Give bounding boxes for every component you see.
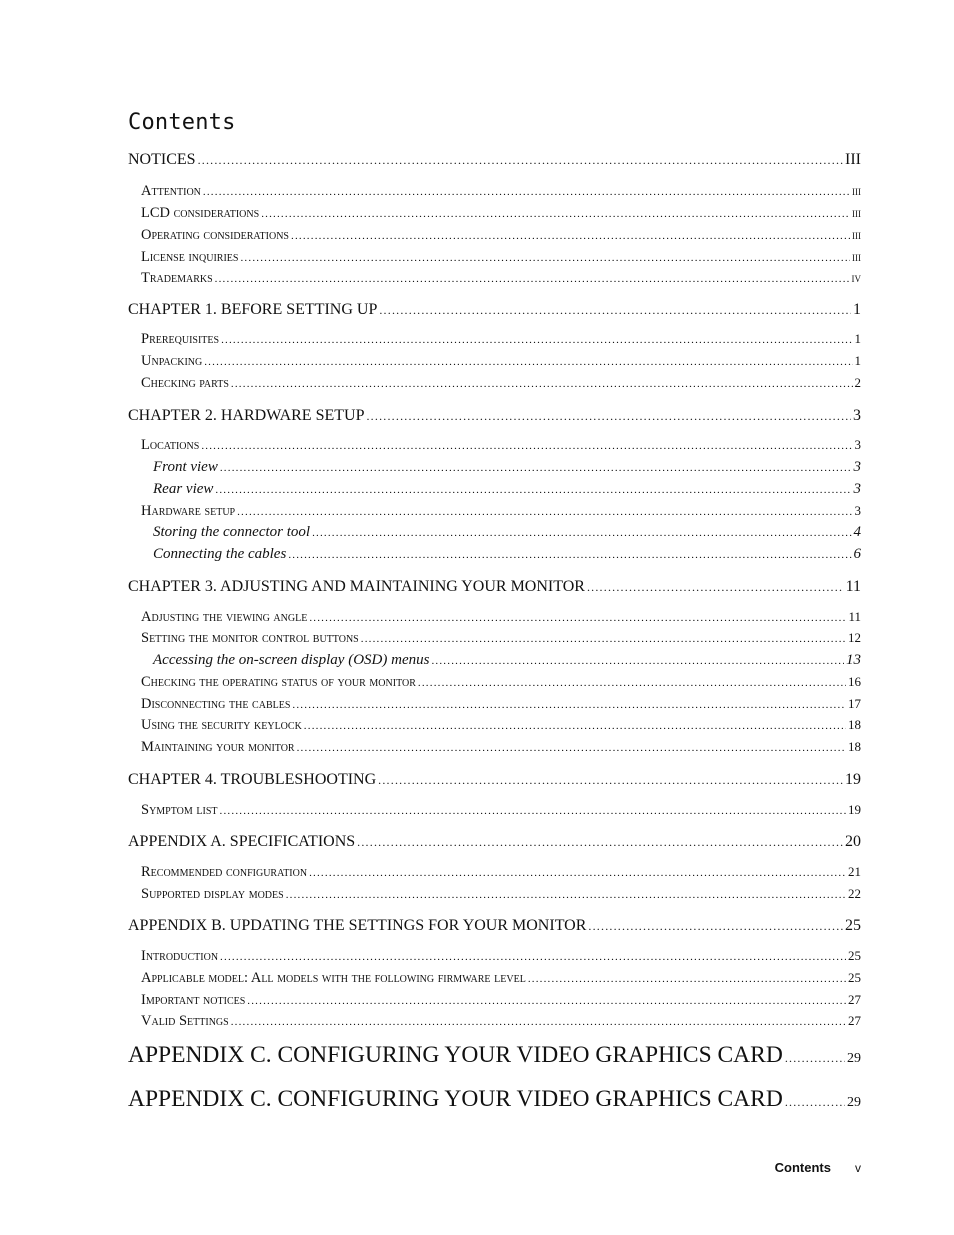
dot-leader — [418, 673, 846, 692]
toc-entry-page-number: 29 — [847, 1095, 861, 1110]
toc-entry[interactable] — [153, 651, 861, 670]
footer-title: Contents — [774, 1160, 831, 1175]
toc-entry-title: Introduction — [141, 948, 219, 964]
toc-entry-page-number: 6 — [853, 546, 861, 562]
toc-entry[interactable] — [153, 545, 861, 564]
toc-entry[interactable] — [141, 226, 861, 245]
toc-entry-title: Unpacking — [141, 353, 203, 369]
toc-entry-title: Front view — [153, 459, 218, 475]
toc-entry-page-number: 25 — [848, 948, 861, 963]
toc-entry[interactable] — [141, 330, 861, 349]
toc-entry-title: Maintaining your monitor — [141, 739, 295, 755]
dot-leader — [785, 1084, 845, 1117]
toc-entry-title: Hardware setup — [141, 503, 236, 519]
toc-entry[interactable] — [141, 885, 861, 904]
dot-leader — [221, 330, 852, 349]
toc-entry[interactable] — [128, 916, 861, 936]
toc-entry-title: CHAPTER 3. ADJUSTING AND MAINTAINING YOUR MONITOR — [128, 578, 585, 595]
toc-entry-title: Setting the monitor control buttons — [141, 630, 359, 646]
toc-entry[interactable] — [141, 248, 861, 267]
toc-entry-title: APPENDIX C. CONFIGURING YOUR VIDEO GRAPHICS CARD — [128, 1086, 783, 1112]
toc-entry-page-number: 18 — [848, 739, 861, 754]
toc-entry[interactable] — [141, 502, 861, 521]
dot-leader — [357, 832, 843, 852]
toc-entry-page-number: 21 — [848, 864, 861, 879]
dot-leader — [379, 300, 851, 320]
toc-entry-title: Recommended configuration — [141, 864, 308, 880]
toc-entry-title: Disconnecting the cables — [141, 696, 291, 712]
toc-entry-page-number: 1 — [854, 331, 861, 346]
dot-leader — [378, 770, 843, 790]
toc-entry-title: NOTICES — [128, 151, 196, 168]
toc-entry-title: Checking parts — [141, 375, 229, 391]
toc-entry-page-number: 4 — [853, 524, 861, 540]
toc-entry-title: CHAPTER 1. BEFORE SETTING UP — [128, 301, 378, 318]
toc-entry[interactable] — [141, 352, 861, 371]
dot-leader — [240, 248, 850, 267]
toc-entry[interactable] — [141, 629, 861, 648]
toc-entry-title: Connecting the cables — [153, 546, 287, 562]
toc-entry-title: APPENDIX A. SPECIFICATIONS — [128, 833, 356, 850]
toc-entry-page-number: 16 — [848, 674, 861, 689]
dot-leader — [231, 374, 853, 393]
toc-entry[interactable] — [141, 673, 861, 692]
toc-entry-title: Adjusting the viewing angle — [141, 609, 308, 625]
dot-leader — [231, 1012, 846, 1031]
toc-entry[interactable] — [141, 738, 861, 757]
toc-entry[interactable] — [128, 406, 861, 426]
toc-entry-page-number: iv — [851, 270, 861, 285]
toc-entry-page-number: 3 — [854, 503, 861, 518]
toc-entry[interactable] — [141, 374, 861, 393]
dot-leader — [528, 969, 846, 988]
dot-leader — [785, 1040, 845, 1073]
toc-entry-title: APPENDIX C. CONFIGURING YOUR VIDEO GRAPHICS CARD — [128, 1042, 783, 1068]
dot-leader — [198, 150, 843, 170]
toc-entry-page-number: 20 — [845, 833, 861, 850]
toc-entry[interactable] — [128, 150, 861, 170]
dot-leader — [292, 695, 846, 714]
toc-entry[interactable] — [141, 695, 861, 714]
toc-entry-page-number: 11 — [845, 578, 861, 595]
toc-entry[interactable] — [141, 1012, 861, 1031]
toc-entry-title: Supported display modes — [141, 886, 284, 902]
dot-leader — [201, 436, 852, 455]
dot-leader — [431, 651, 844, 670]
toc-entry-title: Operating considerations — [141, 227, 289, 243]
toc-entry-page-number: 18 — [848, 717, 861, 732]
toc-entry-page-number: III — [845, 151, 861, 168]
toc-entry-title: License inquiries — [141, 249, 239, 265]
dot-leader — [309, 863, 846, 882]
dot-leader — [366, 406, 851, 426]
page-title: Contents — [128, 110, 236, 135]
dot-leader — [237, 502, 852, 521]
toc-entry-page-number: 3 — [853, 407, 861, 424]
toc-entry-page-number: 19 — [848, 802, 861, 817]
toc-entry[interactable] — [128, 1040, 861, 1074]
toc-entry-title: Checking the operating status of your monitor — [141, 674, 416, 690]
toc-entry-title: Important notices — [141, 992, 246, 1008]
toc-entry[interactable] — [153, 523, 861, 542]
toc-entry-page-number: 25 — [845, 917, 861, 934]
dot-leader — [588, 916, 843, 936]
toc-entry-title: Valid Settings — [141, 1013, 229, 1029]
toc-entry[interactable] — [141, 436, 861, 455]
toc-entry[interactable] — [128, 832, 861, 852]
dot-leader — [304, 716, 846, 735]
toc-entry-page-number: 19 — [845, 771, 861, 788]
toc-entry-title: Rear view — [153, 481, 214, 497]
toc-entry-page-number: 17 — [848, 696, 861, 711]
toc-entry-title: Symptom list — [141, 802, 218, 818]
dot-leader — [288, 545, 851, 564]
toc-entry[interactable] — [141, 969, 861, 988]
dot-leader — [361, 629, 846, 648]
dot-leader — [309, 608, 846, 627]
toc-entry-page-number: 22 — [848, 886, 861, 901]
toc-entry-title: Storing the connector tool — [153, 524, 311, 540]
toc-entry-page-number: iii — [852, 227, 861, 242]
toc-entry-page-number: 2 — [854, 375, 861, 390]
toc-entry-title: APPENDIX B. UPDATING THE SETTINGS FOR YOUR MONITOR — [128, 917, 587, 934]
dot-leader — [312, 523, 851, 542]
toc-entry-page-number: 29 — [847, 1051, 861, 1066]
toc-entry-page-number: 27 — [848, 1013, 861, 1028]
toc-entry-page-number: 3 — [853, 459, 861, 475]
toc-entry-page-number: 27 — [848, 992, 861, 1007]
toc-entry-title: Attention — [141, 183, 201, 199]
toc-entry[interactable] — [141, 269, 861, 288]
toc-entry-page-number: 3 — [854, 437, 861, 452]
toc-entry-page-number: 1 — [854, 353, 861, 368]
dot-leader — [286, 885, 846, 904]
toc-entry-title: Using the security keylock — [141, 717, 302, 733]
dot-leader — [220, 947, 846, 966]
dot-leader — [203, 182, 850, 201]
toc-entry[interactable] — [141, 182, 861, 201]
footer-page-number: v — [855, 1161, 861, 1175]
toc-entry-page-number: iii — [852, 205, 861, 220]
toc-entry-title: Trademarks — [141, 270, 213, 286]
dot-leader — [261, 204, 850, 223]
toc-entry[interactable] — [141, 204, 861, 223]
toc-entry-title: Applicable model: All models with the following firmware level — [141, 970, 526, 986]
dot-leader — [220, 458, 852, 477]
toc-entry[interactable] — [128, 1084, 861, 1118]
toc-entry-page-number: iii — [852, 183, 861, 198]
toc-entry[interactable] — [141, 716, 861, 735]
toc-entry[interactable] — [141, 863, 861, 882]
toc-page — [128, 0, 861, 1235]
toc-entry[interactable] — [141, 608, 861, 627]
dot-leader — [587, 577, 844, 597]
toc-entry-page-number: 13 — [846, 652, 861, 668]
toc-entry[interactable] — [141, 991, 861, 1010]
toc-entry-title: CHAPTER 4. TROUBLESHOOTING — [128, 771, 377, 788]
toc-entry-title: LCD considerations — [141, 205, 260, 221]
toc-entry[interactable] — [141, 801, 861, 820]
toc-entry-title: Accessing the on-screen display (OSD) menus — [153, 652, 430, 668]
dot-leader — [215, 480, 851, 499]
toc-entry[interactable] — [141, 947, 861, 966]
dot-leader — [204, 352, 852, 371]
toc-entry[interactable] — [153, 480, 861, 499]
toc-entry-page-number: 11 — [848, 609, 861, 624]
toc-entry-title: CHAPTER 2. HARDWARE SETUP — [128, 407, 365, 424]
dot-leader — [220, 801, 846, 820]
toc-entry[interactable] — [128, 770, 861, 790]
dot-leader — [247, 991, 846, 1010]
dot-leader — [297, 738, 846, 757]
toc-entry[interactable] — [128, 300, 861, 320]
toc-entry-title: Prerequisites — [141, 331, 220, 347]
toc-entry-page-number: 25 — [848, 970, 861, 985]
toc-entry-page-number: 1 — [853, 301, 861, 318]
dot-leader — [215, 269, 850, 288]
toc-entry-title: Locations — [141, 437, 200, 453]
toc-entry[interactable] — [128, 577, 861, 597]
toc-entry[interactable] — [153, 458, 861, 477]
page-footer — [775, 1160, 861, 1175]
toc-entry-page-number: iii — [852, 249, 861, 264]
toc-entry-page-number: 12 — [848, 630, 861, 645]
dot-leader — [291, 226, 850, 245]
toc-entry-page-number: 3 — [853, 481, 861, 497]
